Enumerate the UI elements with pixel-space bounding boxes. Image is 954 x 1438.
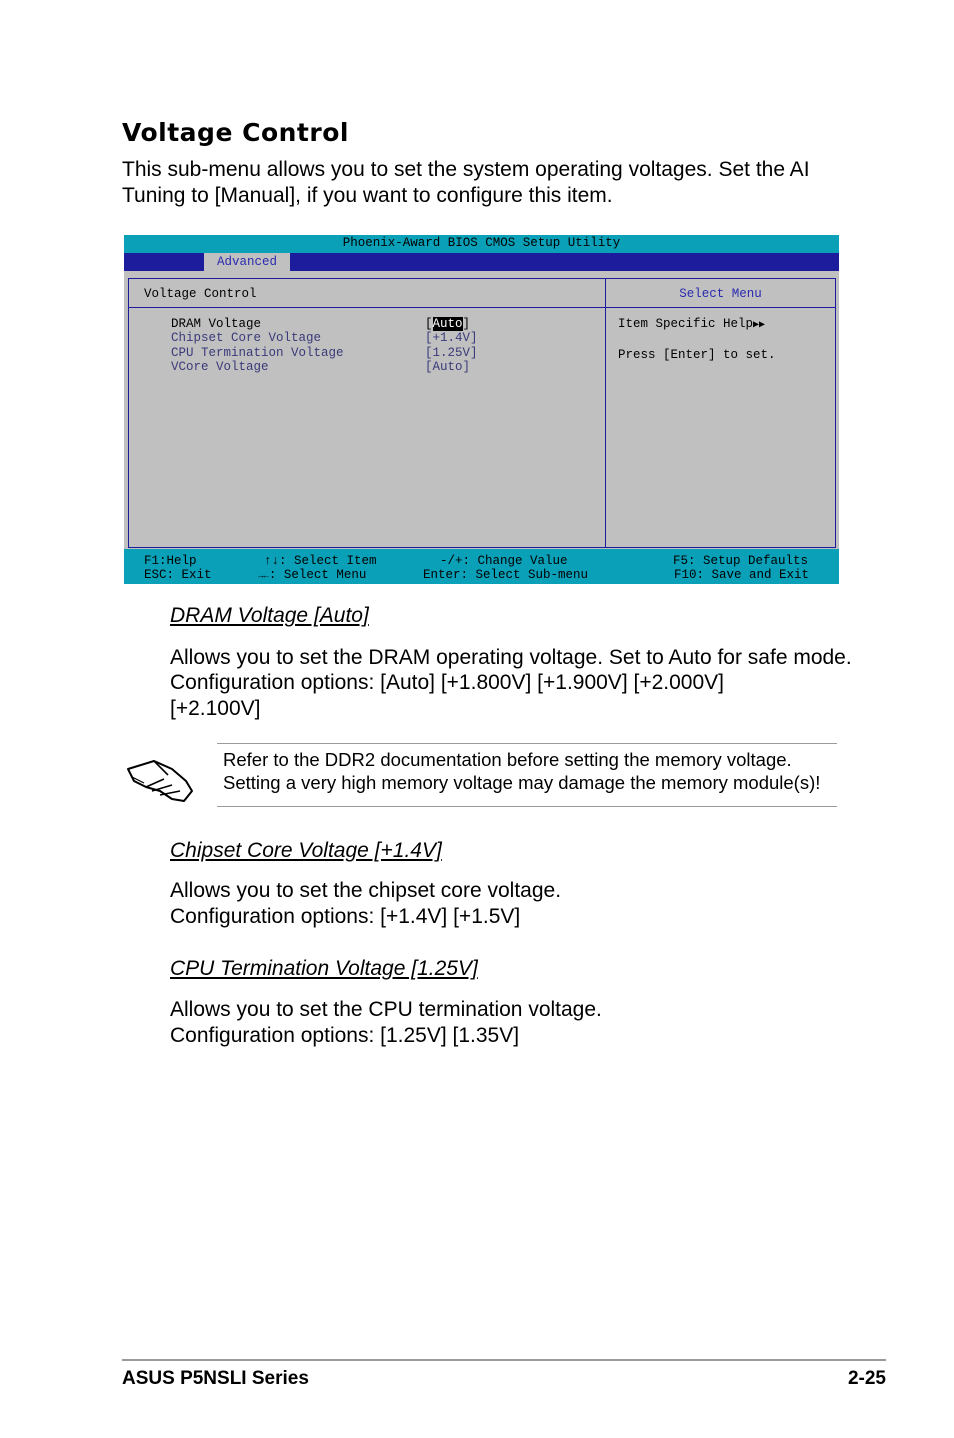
item-desc-chipset-line1: Allows you to set the chipset core voltage. (170, 879, 562, 902)
key-f5-defaults: F5: Setup Defaults (673, 554, 809, 568)
bios-help-panel (605, 278, 836, 548)
option-value: [Auto] (425, 360, 471, 374)
item-desc-dram-line3: [+2.100V] (170, 697, 261, 720)
key-esc-exit: ESC: Exit (144, 568, 212, 582)
key-change-value: -/+: Change Value (440, 554, 568, 568)
footer-rule (122, 1359, 886, 1361)
item-desc-cpu-line1: Allows you to set the CPU termination voltage. (170, 998, 602, 1021)
footer-page-number: 2-25 (847, 1368, 886, 1389)
bios-options-panel (128, 278, 606, 548)
item-desc-cpu-line2: Configuration options: [1.25V] [1.35V] (170, 1024, 520, 1047)
section-title: Voltage Control (122, 118, 349, 147)
key-f10-save-exit: F10: Save and Exit (674, 568, 810, 582)
intro-paragraph: This sub-menu allows you to set the system operating voltages. Set the AI Tuning to [Manual], if you want to configure this item. (122, 158, 810, 207)
note-text: Refer to the DDR2 documentation before setting the memory voltage. Setting a very high memory voltage may damage the memory module(s)! (223, 749, 821, 793)
right-left-arrows-icon: →← (258, 571, 269, 581)
note-top-rule (217, 743, 837, 744)
item-desc-dram-line2: Configuration options: [Auto] [+1.800V] [+1.900V] [+2.000V] (170, 671, 724, 694)
bios-title-bar: Phoenix-Award BIOS CMOS Setup Utility (124, 235, 839, 253)
item-desc-chipset-line2: Configuration options: [+1.4V] [+1.5V] (170, 905, 521, 928)
bios-key-legend (124, 549, 839, 584)
option-value: [+1.4V] (425, 331, 478, 345)
option-label: Chipset Core Voltage (171, 331, 322, 345)
option-chipset-core-voltage[interactable] (171, 331, 478, 345)
help-press-enter: Press [Enter] to set. (618, 348, 776, 362)
bios-screen (124, 235, 839, 584)
up-down-arrows-icon: ↑↓ (264, 554, 280, 568)
option-value: [1.25V] (425, 346, 478, 360)
option-label: VCore Voltage (171, 360, 269, 374)
note-bottom-rule (217, 806, 837, 807)
panel-divider (129, 307, 605, 308)
item-desc-dram-line1: Allows you to set the DRAM operating voltage. Set to Auto for safe mode. (170, 646, 852, 669)
item-heading-cpu-termination-voltage: CPU Termination Voltage [1.25V] (170, 957, 478, 980)
option-cpu-termination-voltage[interactable] (171, 346, 478, 360)
key-f1-help: F1:Help (144, 554, 197, 568)
item-heading-chipset-core-voltage: Chipset Core Voltage [+1.4V] (170, 839, 442, 862)
key-select-item: ↑↓: Select Item (264, 554, 377, 568)
bios-panel-title: Voltage Control (144, 287, 257, 301)
panel-divider (606, 307, 835, 308)
key-select-menu: →←: Select Menu (258, 568, 367, 582)
tab-advanced[interactable]: Advanced (204, 253, 290, 271)
key-enter-submenu: Enter: Select Sub-menu (423, 568, 589, 582)
footer-product-name: ASUS P5NSLI Series (122, 1368, 309, 1389)
help-panel-title: Select Menu (679, 287, 762, 301)
help-item-specific: Item Specific Help▶▶ (618, 317, 766, 331)
option-label: DRAM Voltage (171, 317, 262, 331)
item-heading-dram-voltage: DRAM Voltage [Auto] (170, 604, 369, 627)
option-value: [Auto] (425, 317, 471, 331)
double-chevron-right-icon: ▶▶ (753, 320, 766, 331)
option-label: CPU Termination Voltage (171, 346, 344, 360)
selected-value: Auto (432, 317, 463, 331)
hand-note-icon (124, 747, 194, 807)
bios-menu-bar (124, 253, 839, 271)
option-vcore-voltage[interactable] (171, 360, 471, 374)
option-dram-voltage[interactable] (171, 317, 471, 331)
